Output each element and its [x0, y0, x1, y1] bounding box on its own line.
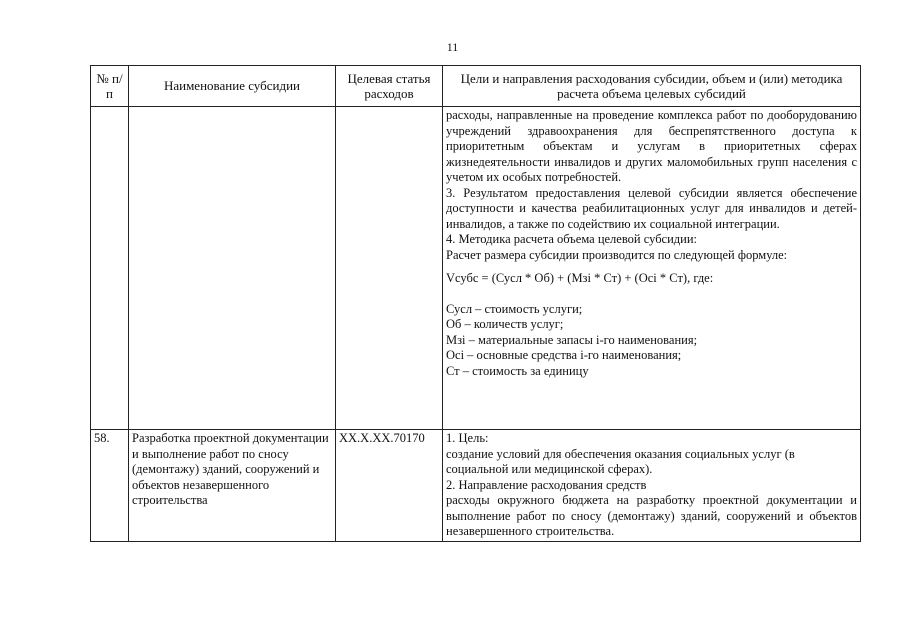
definition-item: Ст – стоимость за единицу	[446, 363, 589, 378]
result-paragraph: 3. Результатом предоставления целевой субсидии является обеспечение доступности и качества реабилитационных услуг для инвалидов и детей-инвалидов, а также по содействию их социальной интеграции.	[446, 185, 857, 231]
row-name	[129, 107, 336, 430]
header-name: Наименование субсидии	[129, 66, 336, 107]
header-num: № п/п	[91, 66, 129, 107]
formula: Vсубс = (Сусл * Об) + (Мзi * Ст) + (Осi * Ст), где:	[446, 271, 714, 285]
row-code: XX.X.XX.70170	[336, 430, 443, 542]
direction-text: расходы окружного бюджета на разработку проектной документации и выполнение работ по сносу (демонтажу) зданий, сооружений и объектов незавершенного строительства.	[446, 493, 857, 538]
direction-title: 2. Направление расходования средств	[446, 477, 647, 492]
row-code	[336, 107, 443, 430]
subsidy-table	[90, 65, 861, 542]
goals-paragraph: расходы, направленные на проведение комплекса работ по дооборудованию учреждений здравоохранения для беспрепятственного доступа к приоритетным объектам и услугам в приоритетных сферах жизнедеятельности инвалидов и других маломобильных групп населения с учетом их особых потребностей.	[446, 108, 857, 184]
header-code: Целевая статья расходов	[336, 66, 443, 107]
row-goals	[443, 430, 861, 542]
table-row	[91, 107, 861, 430]
row-name: Разработка проектной документации и выполнение работ по сносу (демонтажу) зданий, сооружений и объектов незавершенного строительства	[129, 430, 336, 542]
definition-item: Сусл – стоимость услуги;	[446, 301, 583, 316]
row-num	[91, 107, 129, 430]
header-goals: Цели и направления расходования субсидии, объем и (или) методика расчета объема целевых субсидий	[443, 66, 861, 107]
definition-item: Осi – основные средства i-го наименования;	[446, 348, 682, 362]
method-title: 4. Методика расчета объема целевой субсидии:	[446, 232, 698, 246]
row-num: 58.	[91, 430, 129, 542]
method-intro: Расчет размера субсидии производится по следующей формуле:	[446, 247, 788, 262]
row-goals	[443, 107, 861, 430]
page-number: 11	[446, 40, 459, 54]
goal-text: создание условий для обеспечения оказания социальных услуг (в социальной или медицинской сферах).	[446, 446, 795, 476]
table-header-row	[91, 66, 861, 107]
goal-title: 1. Цель:	[446, 431, 489, 445]
definition-item: Мзi – материальные запасы i-го наименования;	[446, 332, 698, 347]
definition-item: Об – количеств услуг;	[446, 317, 564, 331]
table-row	[91, 430, 861, 542]
